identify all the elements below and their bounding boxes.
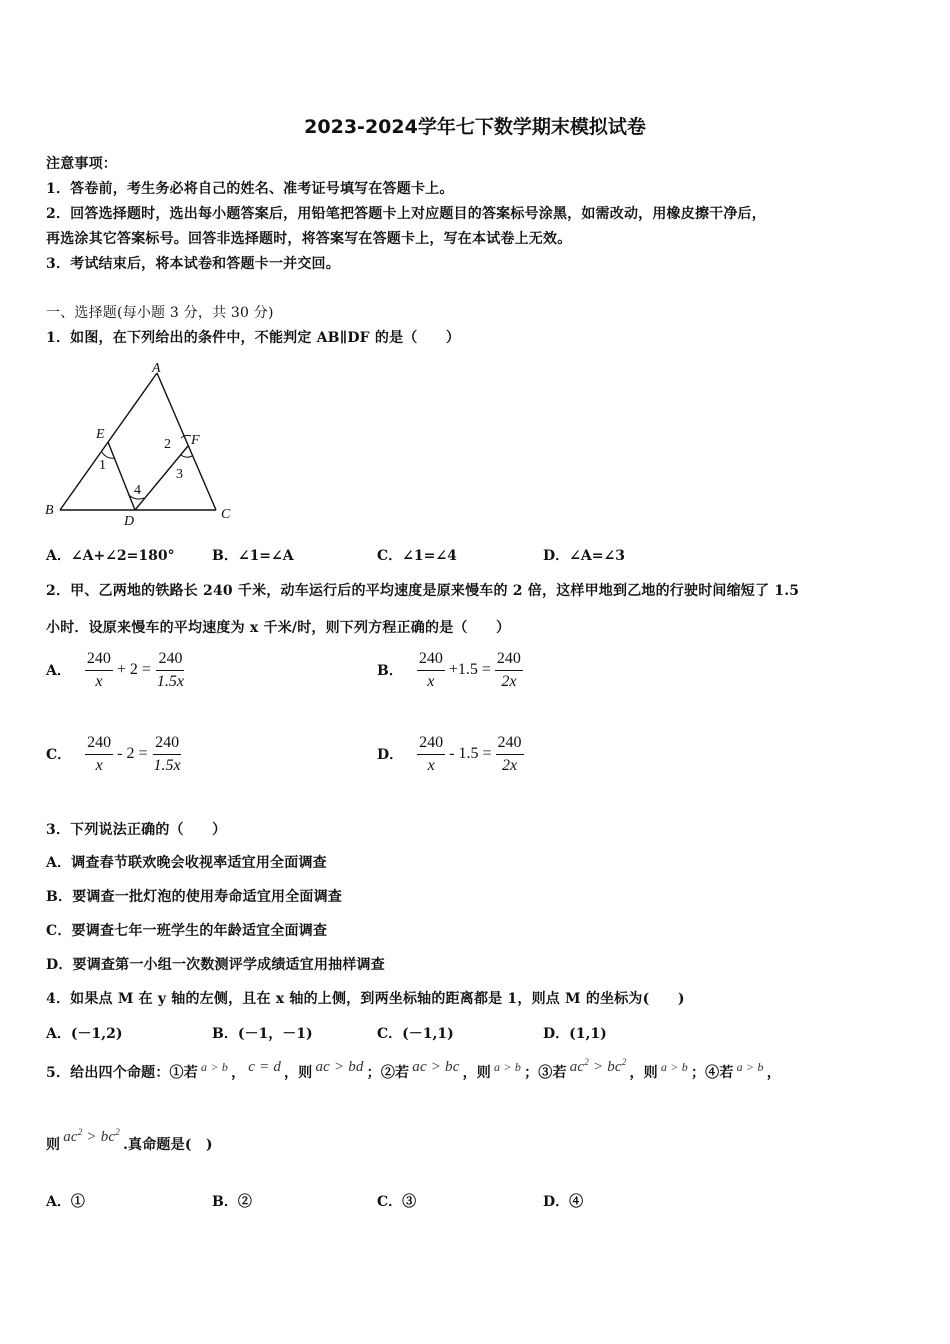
q2-option-b — [377, 650, 523, 690]
q5-text: 5．给出四个命题：①若 — [46, 1065, 198, 1081]
q5-option-c: C．③ — [377, 1194, 417, 1210]
q4-option-c: C．(－1,1) — [377, 1026, 454, 1042]
q1-figure — [40, 358, 250, 530]
page-title: 2023-2024学年七下数学期末模拟试卷 — [304, 116, 646, 138]
fraction: $\frac{240}{1.5x}$ — [153, 734, 181, 774]
operator: - 1.5 = — [449, 745, 492, 763]
q3-option-c: C．要调查七年一班学生的年龄适宜全面调查 — [46, 923, 328, 939]
q1-stem: 1．如图，在下列给出的条件中，不能判定 AB∥DF 的是（ ） — [46, 330, 461, 346]
fraction: $\frac{240}{x}$ — [418, 650, 443, 690]
q5-math: $ac^2 > bc^2$ — [569, 1057, 627, 1075]
q1-option-c: C．∠1=∠4 — [377, 548, 457, 564]
q5-text: 则 — [46, 1137, 61, 1153]
q4-option-b: B．(－1，－1) — [212, 1026, 313, 1042]
q3-option-a: A．调查春节联欢晚会收视率适宜用全面调查 — [46, 855, 327, 871]
label-f: F — [191, 433, 200, 448]
q5-text: ， — [766, 1065, 781, 1081]
label-angle-2: 2 — [164, 437, 171, 452]
q1-option-a: A．∠A+∠2=180° — [46, 548, 175, 564]
q4-stem: 4．如果点 M 在 y 轴的左侧，且在 x 轴的上侧，到两坐标轴的距离都是 1，则点 M 的坐标为( ) — [46, 991, 685, 1007]
q2-option-c — [46, 734, 183, 774]
angle-2-arc — [181, 435, 191, 438]
fraction: $\frac{240}{2x}$ — [496, 650, 521, 690]
q5-text: ， — [231, 1065, 246, 1081]
label-e: E — [96, 427, 105, 442]
segment-ed — [108, 442, 135, 510]
q3-option-b: B．要调查一批灯泡的使用寿命适宜用全面调查 — [46, 889, 343, 905]
q2-c-label: C． — [46, 747, 72, 764]
q5-stem-2 — [46, 1127, 213, 1154]
q5-math: a > b — [200, 1060, 229, 1074]
q1-option-b: B．∠1=∠A — [212, 548, 294, 564]
notice-item-2b: 再选涂其它答案标号。回答非选择题时，将答案写在答题卡上，写在本试卷上无效。 — [46, 231, 572, 247]
q2-a-label: A． — [46, 663, 71, 680]
q2-stem-2: 小时．设原来慢车的平均速度为 x 千米/时，则下列方程正确的是（ ） — [46, 620, 511, 636]
q5-math: ac > bc — [412, 1059, 460, 1075]
q5-text: ，则 — [462, 1065, 491, 1081]
q5-math: a > b — [736, 1060, 764, 1074]
q3-stem: 3．下列说法正确的（ ） — [46, 822, 227, 838]
q5-math: a > b — [494, 1060, 522, 1074]
q4-option-d: D．(1,1) — [543, 1026, 607, 1042]
q5-math: c = d — [248, 1059, 282, 1075]
label-angle-4: 4 — [134, 483, 141, 498]
q2-option-d — [377, 734, 524, 774]
notice-item-2a: 2．回答选择题时，选出每小题答案后，用铅笔把答题卡上对应题目的答案标号涂黑，如需改动，用橡皮擦干净后， — [46, 206, 766, 222]
label-angle-1: 1 — [99, 458, 106, 473]
notice-heading: 注意事项： — [46, 156, 117, 172]
q5-stem-1 — [46, 1057, 906, 1082]
q5-option-a: A．① — [46, 1194, 85, 1210]
q5-math: ac > bd — [315, 1059, 364, 1075]
operator: +1.5 = — [448, 661, 491, 679]
label-b: B — [45, 503, 54, 518]
q5-option-d: D．④ — [543, 1194, 584, 1210]
q3-option-d: D．要调查第一小组一次数测评学成绩适宜用抽样调查 — [46, 957, 385, 973]
label-angle-3: 3 — [176, 467, 183, 482]
operator: - 2 = — [117, 745, 148, 763]
label-d: D — [124, 514, 135, 529]
fraction: $\frac{240}{2x}$ — [497, 734, 522, 774]
notice-item-3: 3．考试结束后，将本试卷和答题卡一并交回。 — [46, 256, 340, 272]
q2-d-label: D． — [377, 747, 404, 764]
q4-option-a: A．(－1,2) — [46, 1026, 123, 1042]
section-heading: 一、选择题(每小题 3 分，共 30 分) — [46, 305, 274, 321]
q5-text: ，则 — [284, 1065, 313, 1081]
fraction: $\frac{240}{x}$ — [419, 734, 444, 774]
fraction: $\frac{240}{x}$ — [86, 650, 111, 690]
fraction: $\frac{240}{x}$ — [87, 734, 112, 774]
angle-3-arc — [181, 455, 192, 457]
segment-ab — [60, 373, 157, 510]
q5-text: ，则 — [629, 1065, 658, 1081]
q2-b-label: B． — [377, 663, 403, 680]
q5-option-b: B．② — [212, 1194, 252, 1210]
label-a: A — [152, 361, 161, 376]
q5-text: ；④若 — [690, 1065, 734, 1081]
q5-text: .真命题是( ) — [122, 1137, 213, 1153]
q2-option-a — [46, 650, 186, 690]
fraction: $\frac{240}{1.5x}$ — [156, 650, 185, 690]
q2-stem-1: 2．甲、乙两地的铁路长 240 千米，动车运行后的平均速度是原来慢车的 2 倍，这样甲地到乙地的行驶时间缩短了 1.5 — [46, 583, 800, 599]
q1-option-d: D．∠A=∠3 — [543, 548, 625, 564]
notice-item-1: 1．答卷前，考生务必将自己的姓名、准考证号填写在答题卡上。 — [46, 181, 454, 197]
label-c: C — [221, 507, 231, 522]
q5-text: ；③若 — [524, 1065, 567, 1081]
q5-math: a > b — [660, 1060, 688, 1074]
operator: + 2 = — [116, 661, 151, 679]
q5-math: $ac^2 > bc^2$ — [63, 1127, 120, 1145]
q5-text: ；②若 — [366, 1065, 410, 1081]
